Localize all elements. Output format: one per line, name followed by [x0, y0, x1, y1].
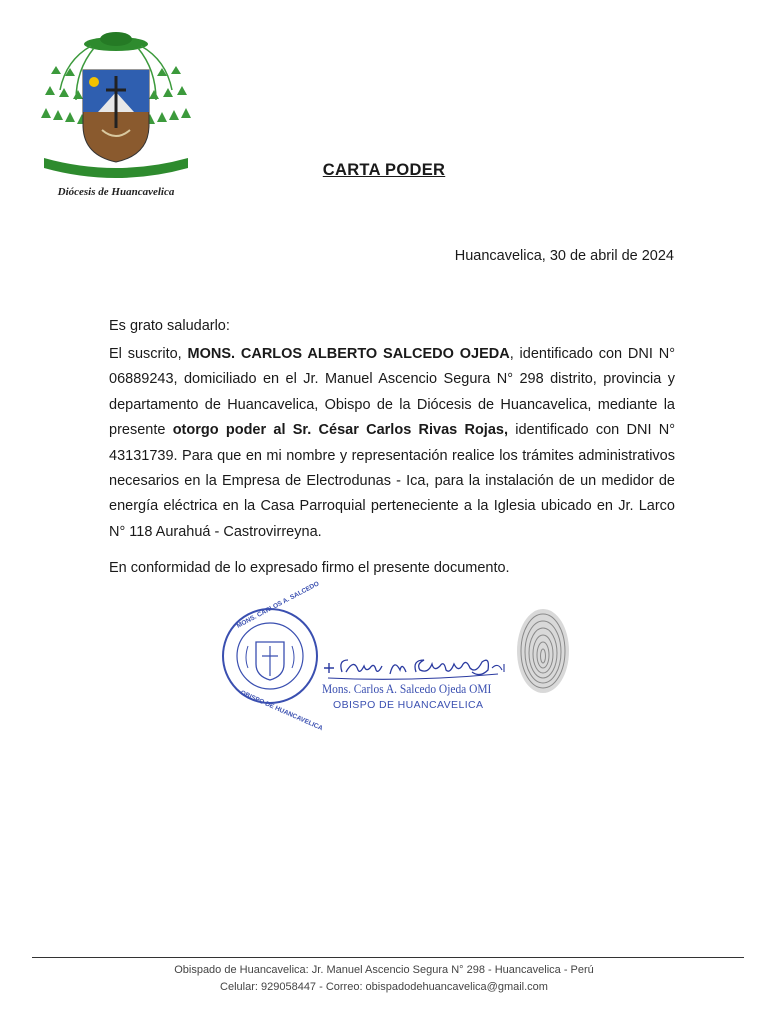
- svg-text:MONS. CARLOS A. SALCEDO: MONS. CARLOS A. SALCEDO: [235, 580, 321, 630]
- fingerprint-mark: [514, 606, 572, 696]
- footer-divider: [32, 957, 744, 958]
- date-line: Huancavelica, 30 de abril de 2024: [454, 248, 674, 264]
- body-text-part: identificado con DNI N° 43131739. Para que en mi nombre y representación realice los trámites administrativos necesarios en la Empresa de Electrodunas - Ica, para la instalación de un medidor de energía eléctrica en la Casa Parroquial perteneciente a la Iglesia ubicado en Jr. Larco N° 118 Aurahuá - Castrovirreyna.: [109, 422, 676, 540]
- grantor-name: MONS. CARLOS ALBERTO SALCEDO OJEDA: [187, 346, 510, 362]
- body-paragraph: [109, 342, 675, 545]
- bishop-seal-stamp: [218, 580, 324, 733]
- svg-text:OBISPO DE HUANCAVELICA: OBISPO DE HUANCAVELICA: [239, 689, 324, 733]
- greeting: Es grato saludarlo:: [109, 318, 230, 334]
- stamp-signer-name: Mons. Carlos A. Salcedo Ojeda OMI: [322, 681, 492, 696]
- footer-address: Obispado de Huancavelica: Jr. Manuel Ascencio Segura N° 298 - Huancavelica - Perú: [174, 964, 594, 976]
- footer-contact: Celular: 929058447 - Correo: obispadodehuancavelica@gmail.com: [220, 981, 548, 993]
- body-text-part: El suscrito,: [109, 346, 188, 362]
- closing-line: En conformidad de lo expresado firmo el presente documento.: [109, 560, 510, 576]
- grant-statement: otorgo poder al Sr. César Carlos Rivas Rojas,: [172, 422, 508, 439]
- stamp-signer-title: OBISPO DE HUANCAVELICA: [333, 699, 484, 711]
- body-text-part: , identificado con DNI N° 06889243, domiciliado en el Jr. Manuel Ascencio Segura N° 298 distrito, provincia y departamento de Huancavelica, Obispo de la Diócesis de Huancavelica, mediante la presente: [109, 346, 675, 439]
- document-title: CARTA PODER: [322, 161, 446, 179]
- diocese-name: Diócesis de Huancavelica: [57, 186, 175, 198]
- diocese-coat-of-arms-logo: [36, 30, 196, 180]
